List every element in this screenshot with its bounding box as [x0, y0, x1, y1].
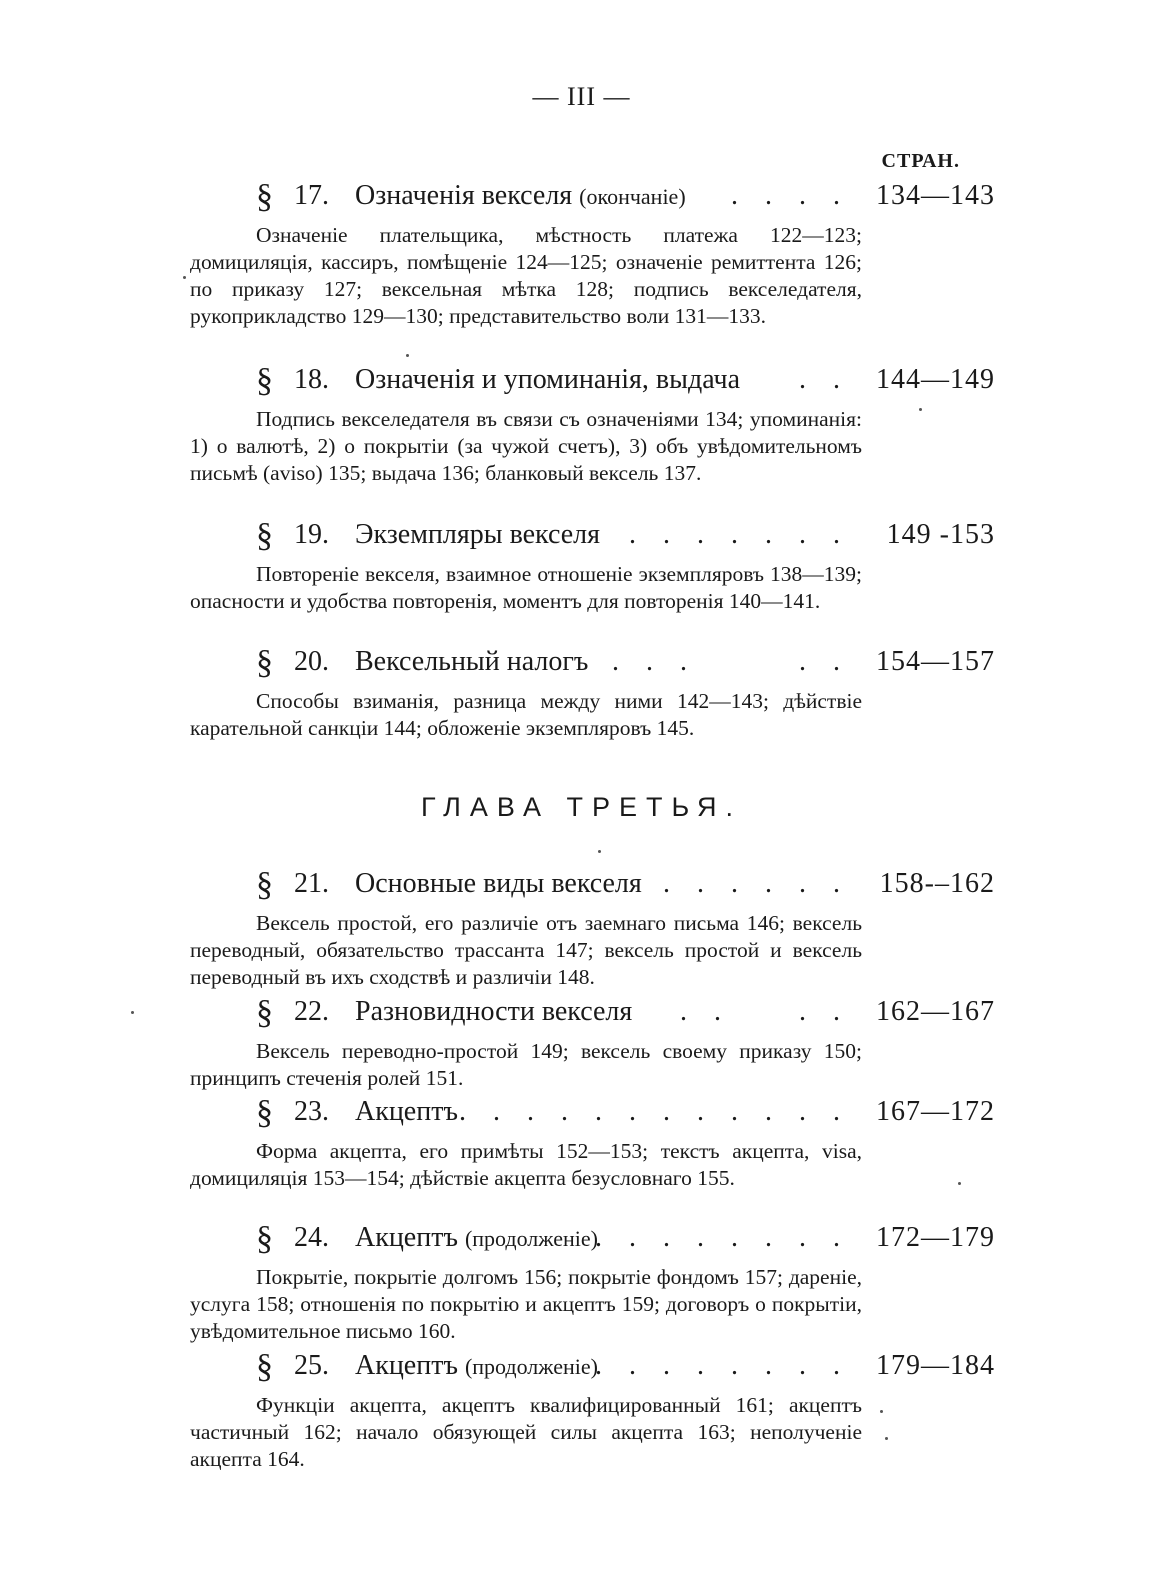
scan-speck [406, 354, 409, 357]
dot-leader: . . . . . . . [629, 519, 850, 550]
section-number: 19. [294, 519, 329, 550]
section-title: Акцептъ (продолженіе) [355, 1350, 598, 1381]
paragraph-sign: § [256, 1094, 273, 1131]
section-number: 17. [294, 180, 329, 211]
section-summary: Форма акцепта, его примѣты 152—153; текстъ акцепта, visa, домициляція 153—154; дѣйствіе акцепта безусловнаго 155. [190, 1139, 862, 1190]
chapter-heading: ГЛАВА ТРЕТЬЯ. [421, 792, 742, 822]
page-range: 149 -153 [886, 519, 995, 550]
section-summary: Вексель переводно-простой 149; вексель своему приказу 150; принципъ стеченія ролей 151. [190, 1039, 862, 1090]
section-heading [190, 180, 1000, 220]
scan-speck [919, 408, 922, 411]
toc-entry-23 [190, 1096, 1000, 1192]
paragraph-sign: § [256, 362, 273, 399]
page-column-label: СТРАН. [881, 150, 960, 172]
scan-speck [183, 276, 186, 279]
section-title: Означенія и упоминанія, выдача [355, 364, 741, 395]
page-range: 179—184 [876, 1350, 995, 1381]
toc-entry-17 [190, 180, 1000, 330]
section-heading [190, 868, 1000, 908]
section-summary: Вексель простой, его различіе отъ заемнаго письма 146; вексель переводный, обязательство трассанта 147; вексель простой и вексель переводный въ ихъ сходствѣ и различіи 148. [190, 911, 862, 989]
section-heading [190, 1096, 1000, 1136]
section-number: 25. [294, 1350, 329, 1381]
toc-entry-19 [190, 519, 1000, 615]
paragraph-sign: § [256, 1220, 273, 1257]
scan-speck [131, 1011, 134, 1014]
section-number: 23. [294, 1096, 329, 1127]
section-summary: Способы взиманія, разница между ними 142—143; дѣйствіе карательной санкціи 144; обложеніе экземпляровъ 145. [190, 689, 862, 740]
section-subtitle: (продолженіе) [464, 1226, 598, 1251]
paragraph-sign: § [256, 178, 273, 215]
section-heading [190, 996, 1000, 1036]
paragraph-sign: § [256, 517, 273, 554]
section-summary: Функціи акцепта, акцептъ квалифицированный 161; акцептъ частичный 162; начало обязующей силы акцепта 163; неполученіе акцепта 164. [190, 1393, 862, 1471]
section-title: Означенія векселя (окончаніе) [355, 180, 686, 211]
toc-entry-20 [190, 646, 1000, 742]
dot-leader: . . . . . . . . . . . . [459, 1096, 850, 1127]
section-subtitle: (окончаніе) [579, 184, 686, 209]
section-title: Акцептъ [355, 1096, 458, 1127]
dot-leader: . . . . [680, 996, 850, 1027]
dot-leader: . . . . [731, 180, 850, 211]
page-range: 162—167 [876, 996, 995, 1027]
section-subtitle: (продолженіе) [464, 1354, 598, 1379]
page-range: 172—179 [876, 1222, 995, 1253]
section-number: 24. [294, 1222, 329, 1253]
section-summary: Подпись векселедателя въ связи съ означеніями 134; упоминанія: 1) о валютѣ, 2) о покрытіи (за чужой счетъ), 3) объ увѣдомительномъ письмѣ (aviso) 135; выдача 136; бланковый вексель 137. [190, 407, 862, 485]
page-range: 134—143 [876, 180, 995, 211]
paragraph-sign: § [256, 866, 273, 903]
dot-leader: . . . . . [612, 646, 850, 677]
section-heading [190, 519, 1000, 559]
section-number: 20. [294, 646, 329, 677]
toc-entry-25 [190, 1350, 1000, 1473]
section-summary: Повтореніе векселя, взаимное отношеніе экземпляровъ 138—139; опасности и удобства повторенія, моментъ для повторенія 140—141. [190, 562, 862, 613]
scan-speck [958, 1182, 961, 1185]
section-heading [190, 364, 1000, 404]
page-range: 158-–162 [879, 868, 995, 899]
dot-leader: . . . . . . . . [595, 1350, 850, 1381]
paragraph-sign: § [256, 994, 273, 1031]
toc-entry-22 [190, 996, 1000, 1092]
section-title: Разновидности векселя [355, 996, 633, 1027]
section-summary: Покрытіе, покрытіе долгомъ 156; покрытіе фондомъ 157; дареніе, услуга 158; отношенія по покрытію и акцептъ 159; договоръ о покрытіи, увѣдомительное письмо 160. [190, 1265, 862, 1343]
scan-speck [885, 1437, 888, 1440]
section-number: 18. [294, 364, 329, 395]
dot-leader: . . . . . . [663, 868, 850, 899]
toc-entry-24 [190, 1222, 1000, 1345]
section-number: 21. [294, 868, 329, 899]
dot-leader: . . . . . . . . [595, 1222, 850, 1253]
page-range: 144—149 [876, 364, 995, 395]
section-title: Вексельный налогъ [355, 646, 589, 677]
section-title: Экземпляры векселя [355, 519, 601, 550]
scan-speck [880, 1410, 883, 1413]
section-title: Акцептъ (продолженіе) [355, 1222, 598, 1253]
section-heading [190, 646, 1000, 686]
toc-entry-21 [190, 868, 1000, 991]
paragraph-sign: § [256, 1348, 273, 1385]
page-number: — III — [532, 82, 631, 111]
page-range: 167—172 [876, 1096, 995, 1127]
page-range: 154—157 [876, 646, 995, 677]
scan-speck [598, 850, 601, 853]
toc-entry-18 [190, 364, 1000, 487]
section-heading [190, 1222, 1000, 1262]
dot-leader: . . [799, 364, 850, 395]
section-heading [190, 1350, 1000, 1390]
section-summary: Означеніе плательщика, мѣстность платежа 122—123; домициляція, кассиръ, помѣщеніе 124—125; означеніе ремиттента 126; по приказу 127; вексельная мѣтка 128; подпись векселедателя, рукоприкладство 129—130; представительство воли 131—133. [190, 223, 862, 328]
section-number: 22. [294, 996, 329, 1027]
section-title: Основные виды векселя [355, 868, 642, 899]
paragraph-sign: § [256, 644, 273, 681]
